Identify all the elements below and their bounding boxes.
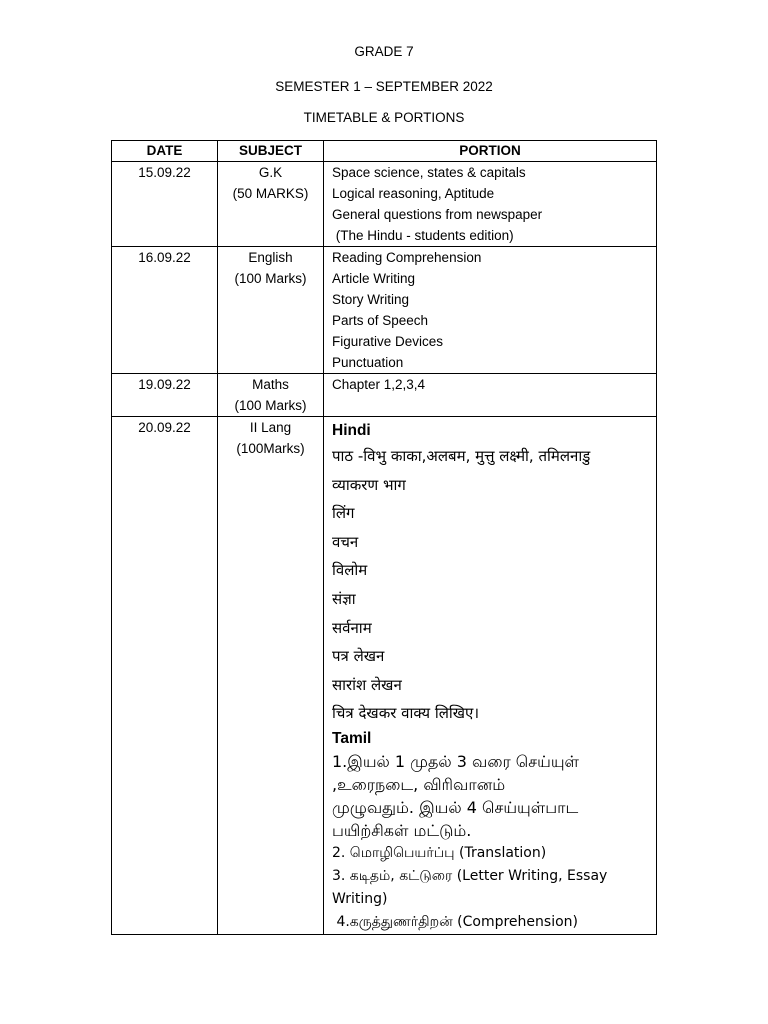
- document-semester: SEMESTER 1 – SEPTEMBER 2022: [275, 79, 493, 94]
- tamil-portion-item: 2. மொழிபெயர்ப்பு (Translation): [332, 844, 547, 861]
- tamil-heading: Tamil: [332, 729, 372, 747]
- portion-item: Logical reasoning, Aptitude: [332, 186, 495, 201]
- row-portion: [324, 162, 657, 247]
- hindi-portion-item: पाठ -विभु काका,अलबम, मुत्तु लक्ष्मी, तमिलनाडु: [332, 447, 591, 465]
- hindi-portion-item: व्याकरण भाग: [332, 475, 406, 494]
- table-row: [112, 374, 657, 417]
- tamil-portion-item: 4.கருத்துணர்திறன் (Comprehension): [332, 913, 578, 930]
- portion-item: Story Writing: [332, 292, 410, 307]
- portion-item: Space science, states & capitals: [332, 165, 526, 180]
- row-subject: [218, 162, 324, 247]
- header-date: DATE: [112, 141, 218, 162]
- tamil-portion-item: பயிற்சிகள் மட்டும்.: [332, 820, 472, 840]
- document-grade: GRADE 7: [354, 44, 414, 59]
- hindi-portion-item: वचन: [332, 532, 359, 551]
- table-row: [112, 247, 657, 374]
- row-subject: [218, 374, 324, 417]
- tamil-portion-item: ,உரைநடை, விரிவானம்: [332, 774, 506, 794]
- subject-marks: (100 Marks): [234, 398, 307, 413]
- timetable: [111, 140, 657, 935]
- hindi-portion-item: सर्वनाम: [332, 618, 372, 637]
- portion-item: General questions from newspaper: [332, 207, 543, 222]
- hindi-portion-item: चित्र देखकर वाक्य लिखिए।: [332, 704, 480, 723]
- tamil-portion-item: 3. கடிதம், கட்டுரை (Letter Writing, Essay Writing): [332, 867, 608, 907]
- tamil-portion-item: முழுவதும். இயல் 4 செய்யுள்பாட: [332, 797, 579, 817]
- portion-item: Parts of Speech: [332, 313, 429, 328]
- subject-marks: (100 Marks): [234, 271, 307, 286]
- portion-item: Article Writing: [332, 271, 416, 286]
- row-portion: [324, 374, 657, 417]
- row-date: 16.09.22: [112, 247, 218, 374]
- row-date: 15.09.22: [112, 162, 218, 247]
- table-row: [112, 417, 657, 935]
- row-portion: [324, 247, 657, 374]
- header-subject: SUBJECT: [218, 141, 324, 162]
- hindi-portion-item: संज्ञा: [332, 589, 356, 608]
- hindi-heading: Hindi: [332, 422, 371, 439]
- subject-name: G.K: [258, 165, 283, 180]
- row-subject: [218, 247, 324, 374]
- portion-item: Reading Comprehension: [332, 250, 482, 265]
- subject-name: Maths: [252, 377, 289, 392]
- row-subject: [218, 417, 324, 935]
- subject-name: English: [248, 250, 293, 265]
- header-portion: PORTION: [324, 141, 657, 162]
- portion-item: Chapter 1,2,3,4: [332, 377, 426, 392]
- table-header-row: [112, 141, 657, 162]
- hindi-portion-item: विलोम: [332, 561, 368, 580]
- subject-marks: (100Marks): [236, 441, 305, 456]
- hindi-portion-item: लिंग: [332, 504, 355, 523]
- subject-marks: (50 MARKS): [232, 186, 309, 201]
- row-date: 19.09.22: [112, 374, 218, 417]
- table-row: [112, 162, 657, 247]
- portion-item: Figurative Devices: [332, 334, 444, 349]
- portion-item: (The Hindu - students edition): [332, 228, 514, 243]
- subject-name: II Lang: [249, 420, 292, 435]
- hindi-portion-item: पत्र लेखन: [332, 647, 385, 666]
- document-title: TIMETABLE & PORTIONS: [303, 110, 465, 125]
- tamil-portion-item: 1.இயல் 1 முதல் 3 வரை செய்யுள்: [332, 751, 579, 771]
- portion-item: Punctuation: [332, 355, 404, 370]
- row-portion: [324, 417, 657, 935]
- hindi-portion-item: सारांश लेखन: [332, 675, 402, 694]
- row-date: 20.09.22: [112, 417, 218, 935]
